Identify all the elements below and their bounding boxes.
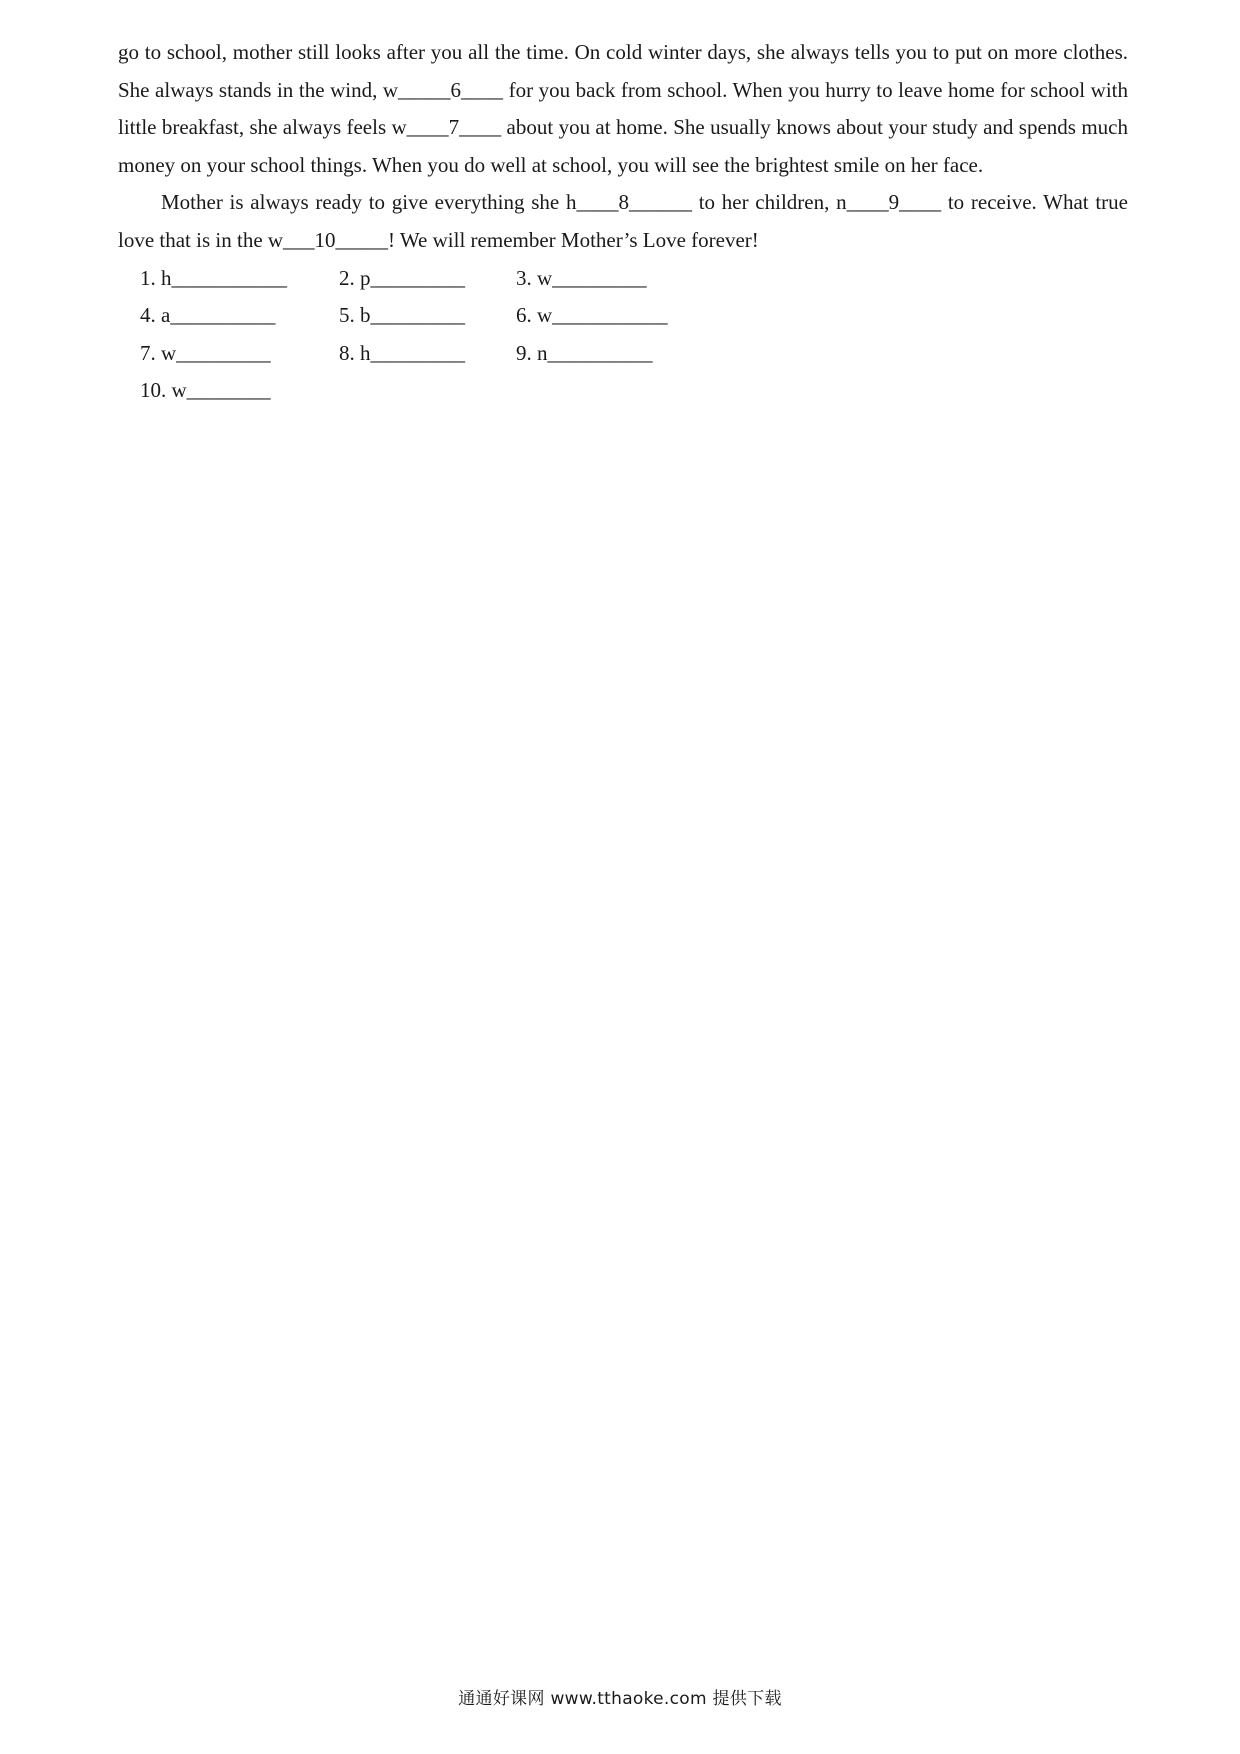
passage-paragraph-2: Mother is always ready to give everything she h____8______ to her children, n____9____ to receive. What true love that is in the w___10_____! We will remember Mother’s Love forever!: [118, 190, 1128, 252]
answer-blank-7[interactable]: 7. w_________: [140, 340, 271, 365]
answer-blank-5[interactable]: 5. b_________: [339, 303, 465, 328]
answer-row: [140, 372, 1128, 410]
passage-paragraph-1: go to school, mother still looks after you all the time. On cold winter days, she always tells you to put on more clothes. She always stands in the wind, w_____6____ for you back from school. When you hurry to leave home for school with little breakfast, she always feels w____7____ about you at home. She usually knows about your study and spends much money on your school things. When you do well at school, you will see the brightest smile on her face.: [118, 40, 1128, 177]
answer-row: [140, 335, 1128, 373]
answer-blank-1[interactable]: 1. h___________: [140, 265, 287, 290]
answer-row: [140, 297, 1128, 335]
document-content: [118, 34, 1128, 410]
answer-blank-10[interactable]: 10. w________: [140, 378, 271, 403]
answer-blanks: [118, 260, 1128, 410]
answer-blank-9[interactable]: 9. n__________: [516, 340, 653, 365]
answer-row: [140, 260, 1128, 298]
page-footer: 通通好课网 www.tthaoke.com 提供下载: [458, 1689, 782, 1709]
answer-blank-4[interactable]: 4. a__________: [140, 303, 276, 328]
answer-blank-6[interactable]: 6. w___________: [516, 303, 668, 328]
answer-blank-8[interactable]: 8. h_________: [339, 340, 465, 365]
answer-blank-3[interactable]: 3. w_________: [516, 265, 647, 290]
answer-blank-2[interactable]: 2. p_________: [339, 265, 465, 290]
